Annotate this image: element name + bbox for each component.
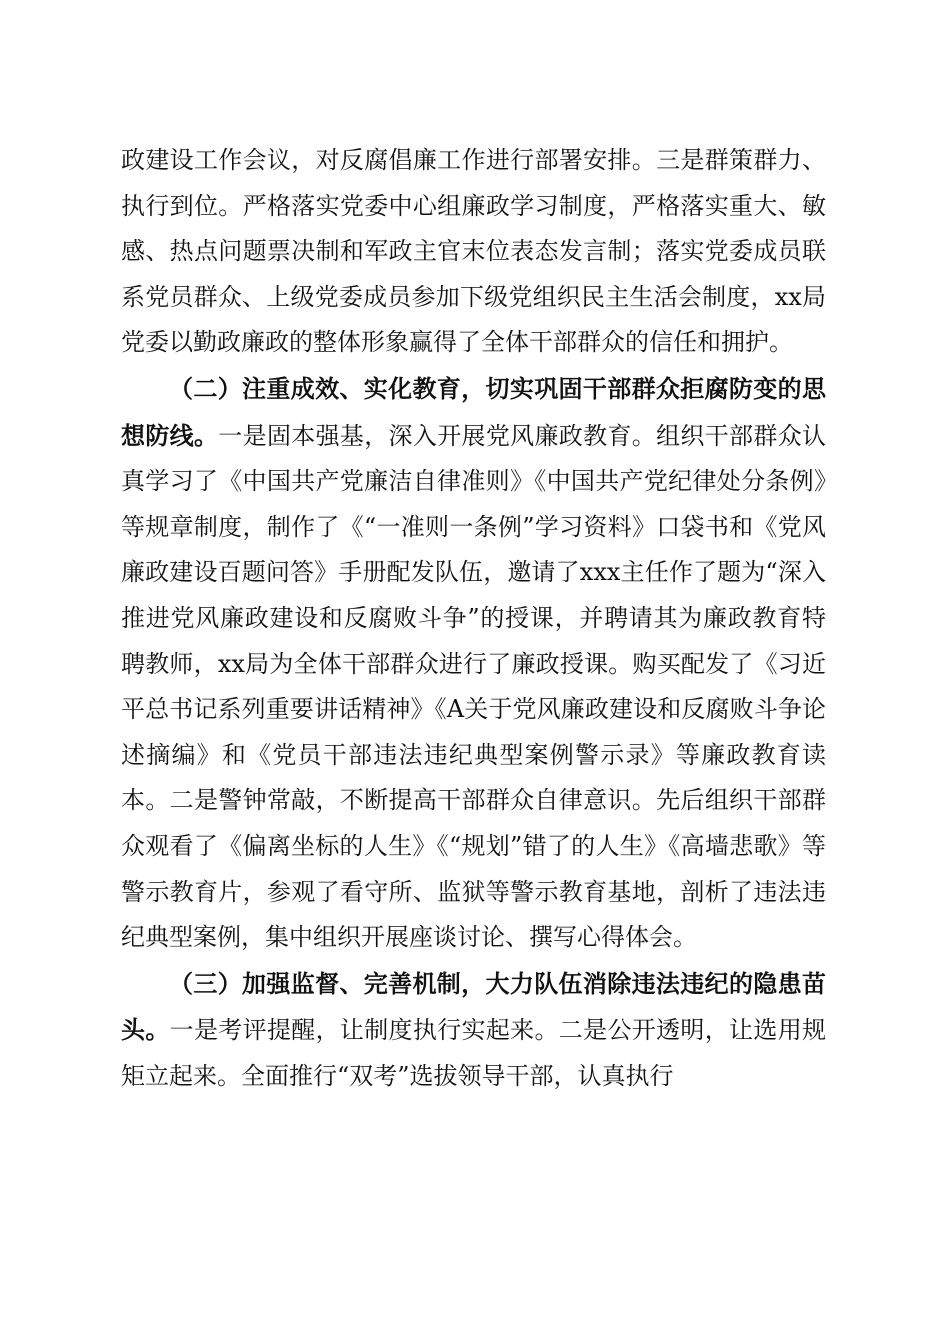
paragraph-1 bbox=[121, 138, 826, 366]
paragraph-1-text: 政建设工作会议，对反腐倡廉工作进行部署安排。三是群策群力、执行到位。严格落实党委中心组廉政学习制度，严格落实重大、敏感、热点问题票决制和军政主官末位表态发言制；落实党委成员联系党员群众、上级党委成员参加下级党组织民主生活会制度，xx局党委以勤政廉政的整体形象赢得了全体干部群众的信任和拥护。 bbox=[121, 146, 826, 357]
paragraph-2-body: 一是固本强基，深入开展党风廉政教育。组织干部群众认真学习了《中国共产党廉洁自律准则》《中国共产党纪律处分条例》等规章制度，制作了《“一准则一条例”学习资料》口袋书和《党风廉政建设百题问答》手册配发队伍，邀请了xxx主任作了题为“深入推进党风廉政建设和反腐败斗争”的授课，并聘请其为廉政教育特聘教师，xx局为全体干部群众进行了廉政授课。购买配发了《习近平总书记系列重要讲话精神》《A关于党风廉政建设和反腐败斗争论述摘编》和《党员干部违法违纪典型案例警示录》等廉政教育读本。二是警钟常敲，不断提高干部群众自律意识。先后组织干部群众观看了《偏离坐标的人生》《“规划”错了的人生》《高墙悲歌》等警示教育片，参观了看守所、监狱等警示教育基地，剖析了违法违纪典型案例，集中组织开展座谈讨论、撰写心得体会。 bbox=[121, 421, 827, 952]
paragraph-3-heading: （三）加强监督、完善机制，大力队伍消除违法违纪的隐患苗头。 bbox=[121, 968, 826, 1045]
paragraph-2-heading: （二）注重成效、实化教育，切实巩固干部群众拒腐防变的思想防线。 bbox=[121, 373, 826, 450]
document-body bbox=[121, 138, 826, 1099]
paragraph-3 bbox=[121, 961, 826, 1100]
paragraph-3-body: 一是考评提醒，让制度执行实起来。二是公开透明，让选用规矩立起来。全面推行“双考”选拔领导干部，认真执行 bbox=[121, 1016, 827, 1090]
paragraph-2 bbox=[121, 366, 826, 961]
